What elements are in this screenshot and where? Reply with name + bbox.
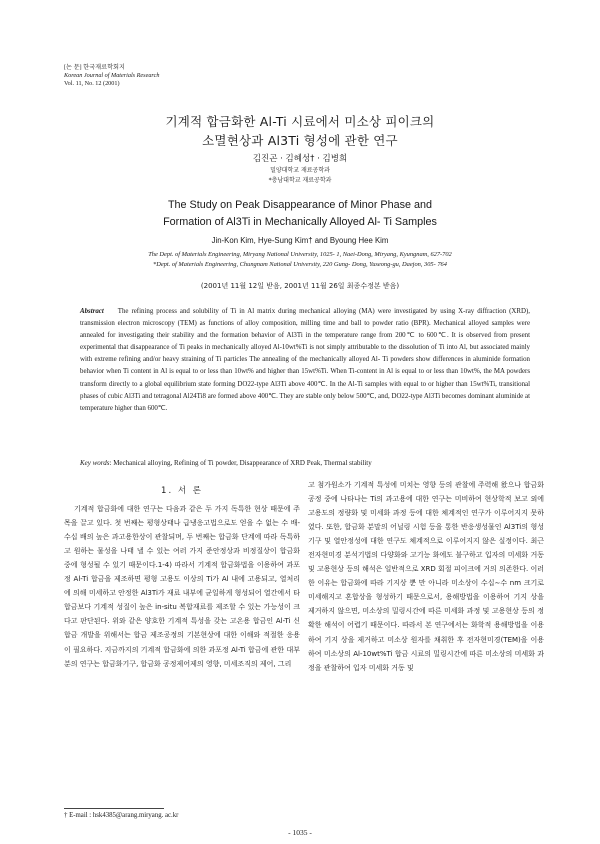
abstract xyxy=(80,306,530,415)
body-paragraph-right: 고 첨가원소가 기계적 특성에 미치는 영향 등의 관찰에 주력해 왔으나 합금화 공정 중에 나타나는 Ti의 과고용에 대한 연구는 미비하여 현상학적 보고 외에 고용도의 정량화 및 미세화 과정 등에 대한 체계적인 연구가 이루어지지 못하였다. 또한, 합금화 분말의 어닐링 시험 등을 통한 반응생성물인 Al3Ti의 형성기구 및 열안정성에 대한 연구도 체계적으로 이루어지지 않은 실정이다. 최근 전자현미경 분석기법의 다양화와 고기능 화에도 불구하고 입자의 미세화 거동 및 고용현상 등의 해석은 일반적으로 XRD 회절 피이크에 거의 의존한다. 이러한 이유는 합금화에 따라 기지상 뿐 만 아니라 미소상이 수십∼수 nm 크기로 미세해지고 혼합상을 형성하기 때문으로서, 용해방법을 이용하여 기지 상을 제거하지 않으면, 미소상의 밀링시간에 따른 미세화 과정 및 고용현상 등의 정확한 해석이 어렵기 때문이다. 따라서 본 연구에서는 화학적 용해방법을 이용하여 기지 상을 제거하고 미소상 원자를 채취한 후 전자현미경(TEM)을 이용하여 미소상의 Al-10wt%Ti 합금 시료의 밀링시간에 따른 미소상의 미세화 과정을 관찰하여 입자 미세화 거동 및 xyxy=(308,481,544,672)
page-number: - 1035 - xyxy=(288,828,312,837)
received-date: (2001년 11월 12일 받음, 2001년 11월 26일 최종수정본 받음) xyxy=(200,282,400,290)
body-column-right xyxy=(308,478,544,675)
english-affiliations xyxy=(0,250,600,269)
journal-volume: Vol. 11, No. 12 (2001) xyxy=(64,80,120,88)
journal-korean-name: [논 문] 한국재료학회지 xyxy=(64,64,126,71)
keywords-text: : Mechanical alloying, Refining of Ti powder, Disappearance of XRD Peak, Thermal stability xyxy=(109,459,372,467)
korean-title xyxy=(0,112,600,150)
footnote-email: † E-mail : hsk4385@arang.miryang. ac.kr xyxy=(64,812,179,819)
english-title-line1: The Study on Peak Disappearance of Minor Phase and xyxy=(167,199,433,211)
body-column-left xyxy=(64,478,300,671)
keywords xyxy=(80,459,530,467)
section-title-introduction: 1. 서 론 xyxy=(161,486,203,496)
abstract-text: The refining process and solubility of Ti in Al matrix during mechanical alloying (MA) were investigated by using X-ray diffraction (XRD), transmission electron microscopy (TEM) as functions of alloy composition, milling time and ball to powder ratio (BPR). Mechanical alloyed samples were annealed for investigating their stability and the formation behavior of Al3Ti in the temperature range from 200℃ to 600℃. It is observed from present experimental that disappearance of Ti peaks in mechanically alloyed Al-10wt%Ti is not simply attributable to the dissolution of Ti into Al, but associated mainly with extreme refining and/or heavy straining of Ti particles The annealing of the mechanically alloyed Al- Ti powders show differences in aluminide formation behavior when Ti content in Al is equal to or less than 10wt% and higher than 15wt%Ti. When Ti-content in Al is equal to or less than 10wt%, the MA powders transform directly to a global equilibrium state forming DO22-type Al3Ti above 400℃. In the Al-Ti samples with equal to or higher than 15wt%Ti, transitional phases of cubic Al3Ti and tetragonal Al24Ti8 are formed above 400℃. They are stable only below 500℃, and, DO22-type Al3Ti becomes dominant aluminide at temperature higher than 600℃. xyxy=(80,308,530,412)
journal-header xyxy=(64,64,159,89)
keywords-label: Key words xyxy=(80,459,110,467)
english-authors: Jin-Kon Kim, Hye-Sung Kim† and Byoung Hee Kim xyxy=(211,236,389,245)
korean-title-line2: 소멸현상과 Al3Ti 형성에 관한 연구 xyxy=(202,133,398,148)
journal-english-name: Korean Journal of Materials Research xyxy=(64,72,160,80)
english-affiliation-1: The Dept. of Materials Engineering, Miryang National University, 1025- 1, Naei-Dong, Miryang, Kyungnam, 627-702 xyxy=(148,251,452,258)
footnote-rule xyxy=(64,808,164,809)
korean-authors: 김진곤 · 김혜성† · 김병희 xyxy=(252,154,348,164)
english-title xyxy=(0,197,600,231)
korean-affiliations xyxy=(0,166,600,186)
english-affiliation-2: *Dept. of Materials Engineering, Chungnam National University, 220 Gung- Dong, Yuseong-gu, Daejon, 305- 764 xyxy=(153,260,447,268)
korean-title-line1: 기계적 합금화한 Al-Ti 시료에서 미소상 피이크의 xyxy=(165,114,435,129)
body-paragraph-left: 기계적 합금화에 대한 연구는 다음과 같은 두 가지 독특한 현상 때문에 주목을 끌고 있다. 첫 번째는 평형상태나 급냉응고법으로도 얻을 수 없는 수 배-수십 배의 높은 과고용한상이 관찰되며, 두 번째는 합금화 단계에 따라 독특하고 원하는 물성을 나태 낼 수 있는 여러 가지 준안정상과 비정질상이 합금화 중에 형성될 수 있기 때문이다.1-4) 따라서 기계적 합금화법을 이용하여 과포정 Al-Ti 합금을 제조하면 평형 고용도 이상의 Ti가 Al 내에 고용되고, 열처리에 의해 미세하고 안정한 Al3Ti가 재료 내부에 균일하게 형성되어 열간에서 타 합금보다 기계적 성질이 높은 in-situ 복합재료를 제조할 수 있는 가능성이 크다고 판단된다. 위와 같은 양호한 기계적 특성을 갖는 고온용 합금인 Al-Ti 신 합금 개발을 위해서는 합금 제조공정의 기본현상에 대한 이해와 적절한 응용이 필요하다. 지금까지의 기계적 합금화에 의한 과포정 Al-Ti 합금에 관한 대부분의 연구는 합금화기구, 합금화 공정제어제의 영향, 미세조직의 제어, 그리 xyxy=(64,505,300,668)
abstract-label: Abstract xyxy=(80,308,104,315)
english-title-line2: Formation of Al3Ti in Mechanically Alloyed Al- Ti Samples xyxy=(163,216,437,228)
korean-affiliation-1: 밀양대학교 재료공학과 xyxy=(270,167,330,174)
korean-affiliation-2: *충남대학교 재료공학과 xyxy=(268,177,332,184)
